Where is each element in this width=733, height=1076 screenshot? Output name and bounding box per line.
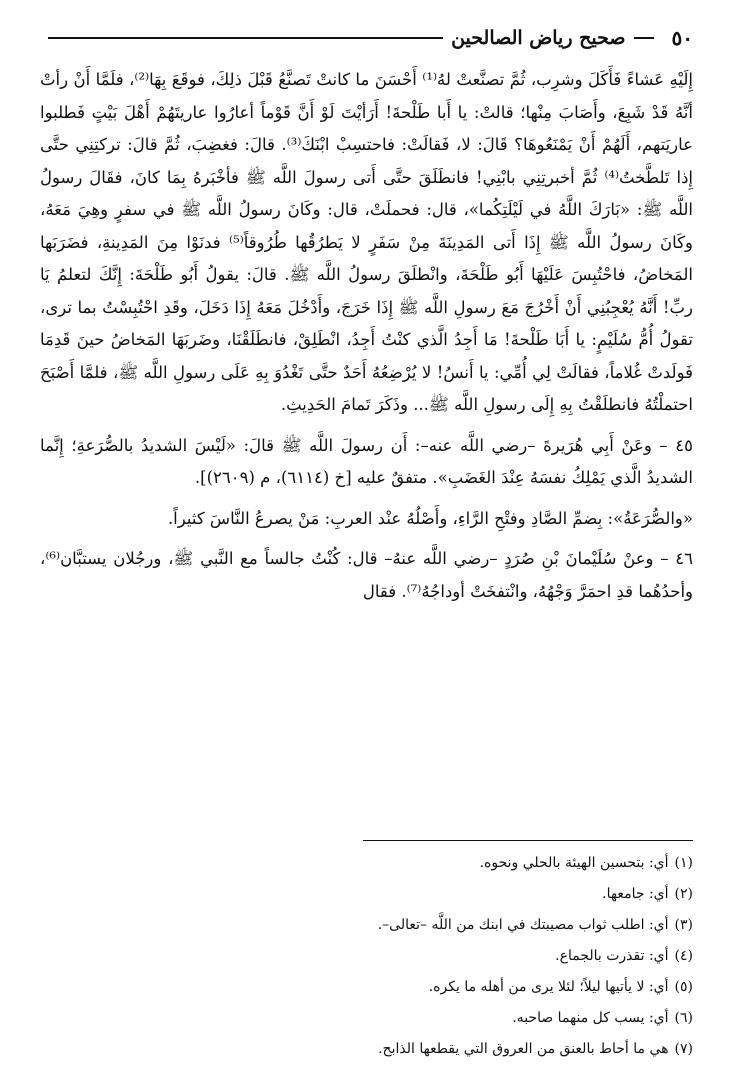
footnote-text: أي: تقذرت بالجماع. bbox=[555, 948, 669, 964]
footnote-number: (٢) bbox=[674, 886, 693, 902]
footnote-number: (١) bbox=[674, 855, 693, 871]
book-title: صحيح رياض الصالحين bbox=[451, 27, 626, 49]
paragraph-story: إِلَيْهِ عَشاءً فَأَكَلَ وشرِب، ثُمَّ تصنَّعتْ لهُ⁽¹⁾ أَحْسَنَ ما كانتْ تَصنَّعُ قَبْلَ ذلِكَ، فوقَعَ بِهَا⁽²⁾، فلَمَّا أَنْ رأتْ أنَّهُ قَدْ شَبِعَ، وأَصَابَ مِنْها؛ قالتْ: يا أَبا طَلْحةَ! أَرَأيْتَ لَوْ أَنَّ قَوْماً أعارُوا عاريتَهُمْ أَهْلَ بَيْتٍ فَطلبوا عاريَتهم، أَلَهُمْ أَنْ يَمْنَعُوهَا؟ قَالَ: لا، فَقالَتْ: فاحتسِبْ ابْنَكَ⁽³⁾. قالَ: فغضِبَ، ثُمَّ قالَ: تركتِنِي حتَّى إِذا تَلطَّختُ⁽⁴⁾ ثُمَّ أخبرتِنِي بابْنِي! فانطَلَقَ حتَّى أَتى رسولَ اللَّه ﷺ فأخْبَرهُ بِمَا كانَ، فقَالَ رسولُ اللَّه ﷺ: «بَارَكَ اللَّهُ في لَيْلَتِكُما»، قال: فحملَتْ، قال: وكَانَ رسولُ اللَّه ﷺ في سفرٍ وهِيَ مَعَهُ، وكَانَ رسولُ اللَّه ﷺ إِذَا أَتى المَدِينَةَ مِنْ سَفَرٍ لا يَطرُقُها طُرُوقاً⁽⁵⁾ فدنَوْا مِنَ المَدِينةِ، فضَرَبَها المَخاضُ، فاحْتُبِسَ عَلَيْهَا أَبُو طَلْحَةَ، وانْطلَقَ رسولُ اللَّه ﷺ. قالَ: يقولُ أَبُو طَلْحَةَ: إِنَّكَ لتعلمُ يَا ربِّ! أَنَّهُ يُعْجِبُنِي أَنْ أَخْرُجَ مَعَ رسولِ اللَّه ﷺ إِذَا خَرَجَ، وأَدْخُلَ مَعَهُ إِذَا دَخَلَ، وقَدِ احْتُبِسْتُ بما ترى، تقولُ أُمُّ سُلَيْمٍ: يا أَبَا طَلْحةَ! مَا أَجِدُ الَّذي كنْتُ أَجِدُ، انْطَلِقْ، فانطَلَقْنَا، وضَربَهَا المَخاضُ حينَ قَدِمَا فَولَدتْ غُلاماً، فقالَتْ لِي أُمِّي: يا أَنسُ! لا يُرْضِعُهُ أَحَدٌ حتَّى تَغْدُوَ بِهِ عَلَى رسولِ اللَّه ﷺ، فلمَّا أَصْبَحَ احتملْتُهُ فانطلَقْتُ بِهِ إِلَى رسولِ اللَّه ﷺ... وذَكَرَ تَمامَ الحَدِيثِ. bbox=[40, 70, 693, 414]
book-page bbox=[40, 16, 693, 1066]
footnote-item bbox=[40, 972, 693, 1003]
main-text bbox=[40, 64, 693, 616]
paragraph-hadith-46: ٤٦ – وعنْ سُلَيْمانَ بْنِ صُرَدٍ –رضي اللَّه عنهُ– قال: كُنْتُ جالساً مع النَّبي ﷺ، ورجُلان يستبَّان⁽⁶⁾، وأحدُهُما قدِ احمَرَّ وَجْهُهُ، وانْتفخَتْ أوداجُهُ⁽⁷⁾. فقال bbox=[40, 549, 693, 601]
footnote-text: أي: جامعها. bbox=[602, 886, 669, 902]
footnote-divider bbox=[363, 840, 693, 841]
footnote-number: (٧) bbox=[674, 1041, 693, 1057]
footnote-number: (٦) bbox=[674, 1010, 693, 1026]
footnotes-list bbox=[40, 848, 693, 1065]
footnote-item bbox=[40, 848, 693, 879]
footnote-item bbox=[40, 941, 693, 972]
footnote-number: (٣) bbox=[674, 917, 693, 933]
paragraph-explanation: «والصُّرَعَةُ»: بِضمِّ الصَّادِ وفتْحِ الرَّاءِ، وأَصْلُهُ عنْد العربِ: مَنْ يصرعُ النَّاسَ كثيراً. bbox=[167, 508, 693, 528]
page-header bbox=[40, 16, 693, 60]
footnote-number: (٥) bbox=[674, 979, 693, 995]
footnote-item bbox=[40, 1034, 693, 1065]
footnote-number: (٤) bbox=[674, 948, 693, 964]
page-number: ٥٠ bbox=[671, 26, 693, 50]
footnote-item bbox=[40, 879, 693, 910]
footnote-text: أي: لا يأتيها ليلاً؛ لئلا يرى من أهله ما يكره. bbox=[428, 979, 669, 995]
footnote-text: أي: اطلب ثواب مصيبتك في ابنك من اللَّه –تعالى–. bbox=[377, 917, 669, 933]
header-rule-left bbox=[48, 37, 443, 39]
header-rule-right bbox=[634, 37, 654, 39]
footnote-text: أي: يسب كل منهما صاحبه. bbox=[512, 1010, 669, 1026]
footnote-item bbox=[40, 1003, 693, 1034]
footnote-text: هي ما أحاط بالعنق من العروق التي يقطعها الذابح. bbox=[378, 1041, 669, 1057]
paragraph-hadith-45: ٤٥ – وعَنْ أَبِي هُرَيرةَ –رضي اللَّه عنه–: أَن رسولَ اللَّه ﷺ قالَ: «لَيْسَ الشديدُ بالصُّرَعةِ؛ إِنَّما الشديدُ الَّذي يَمْلِكُ نفسَهُ عِنْدَ الغَضَبِ». متفقٌ عليه [خ (٦١١٤)، م (٢٦٠٩)]. bbox=[40, 435, 693, 487]
footnote-item bbox=[40, 910, 693, 941]
footnote-text: أي: بتحسين الهيئة بالحلي ونحوه. bbox=[479, 855, 669, 871]
